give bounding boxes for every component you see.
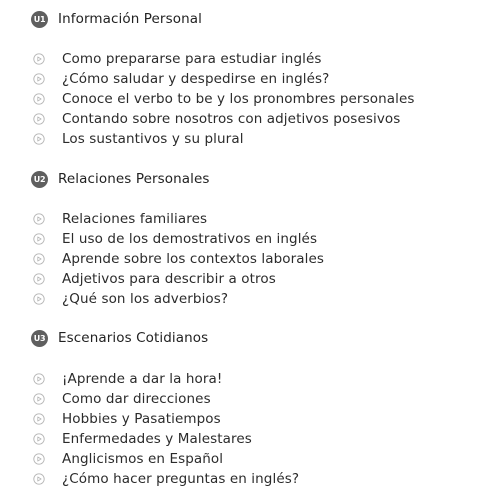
unit-title: Escenarios Cotidianos: [58, 330, 209, 346]
play-circle-icon: [33, 293, 45, 305]
play-circle-icon: [33, 453, 45, 465]
lesson-item[interactable]: [33, 49, 322, 69]
lesson-label: Contando sobre nosotros con adjetivos posesivos: [62, 111, 401, 127]
play-circle-icon: [33, 253, 45, 265]
unit-title: Información Personal: [58, 11, 202, 27]
play-circle-icon: [33, 113, 45, 125]
lesson-item[interactable]: [33, 469, 299, 489]
lesson-label: Aprende sobre los contextos laborales: [62, 251, 325, 267]
lesson-item[interactable]: [33, 369, 222, 389]
lesson-item[interactable]: [33, 449, 223, 469]
lesson-label: Conoce el verbo to be y los pronombres personales: [62, 91, 415, 107]
play-circle-icon: [33, 133, 45, 145]
lesson-item[interactable]: [33, 409, 221, 429]
unit-header[interactable]: [31, 9, 202, 29]
play-circle-icon: [33, 233, 45, 245]
play-circle-icon: [33, 73, 45, 85]
lesson-item[interactable]: [33, 249, 324, 269]
lesson-item[interactable]: [33, 289, 228, 309]
lesson-label: El uso de los demostrativos en inglés: [62, 231, 318, 247]
lesson-label: ¿Cómo saludar y despedirse en inglés?: [62, 71, 330, 87]
lesson-label: Adjetivos para describir a otros: [62, 271, 276, 287]
lesson-label: Enfermedades y Malestares: [62, 431, 252, 447]
lesson-label: Anglicismos en Español: [62, 451, 224, 467]
lesson-item[interactable]: [33, 89, 415, 109]
play-circle-icon: [33, 213, 45, 225]
lesson-item[interactable]: [33, 129, 244, 149]
lesson-label: ¡Aprende a dar la hora!: [62, 371, 223, 387]
unit-header[interactable]: [31, 169, 210, 189]
unit-badge: U2: [31, 171, 48, 188]
play-circle-icon: [33, 433, 45, 445]
lesson-label: Relaciones familiares: [62, 211, 208, 227]
unit-title: Relaciones Personales: [58, 171, 210, 187]
play-circle-icon: [33, 393, 45, 405]
unit-badge: U1: [31, 11, 48, 28]
lesson-label: Los sustantivos y su plural: [62, 131, 244, 147]
unit-badge: U3: [31, 330, 48, 347]
lesson-label: Hobbies y Pasatiempos: [62, 411, 221, 427]
lesson-item[interactable]: [33, 69, 329, 89]
lesson-label: Como dar direcciones: [62, 391, 211, 407]
play-circle-icon: [33, 53, 45, 65]
play-circle-icon: [33, 373, 45, 385]
lesson-item[interactable]: [33, 389, 211, 409]
lesson-item[interactable]: [33, 429, 252, 449]
lesson-item[interactable]: [33, 209, 207, 229]
lesson-item[interactable]: [33, 109, 400, 129]
play-circle-icon: [33, 413, 45, 425]
play-circle-icon: [33, 93, 45, 105]
play-circle-icon: [33, 273, 45, 285]
unit-header[interactable]: [31, 328, 208, 348]
lesson-label: ¿Qué son los adverbios?: [62, 291, 229, 307]
lesson-item[interactable]: [33, 229, 317, 249]
lesson-label: Como prepararse para estudiar inglés: [62, 51, 322, 67]
lesson-label: ¿Cómo hacer preguntas en inglés?: [62, 471, 300, 487]
play-circle-icon: [33, 473, 45, 485]
lesson-item[interactable]: [33, 269, 276, 289]
